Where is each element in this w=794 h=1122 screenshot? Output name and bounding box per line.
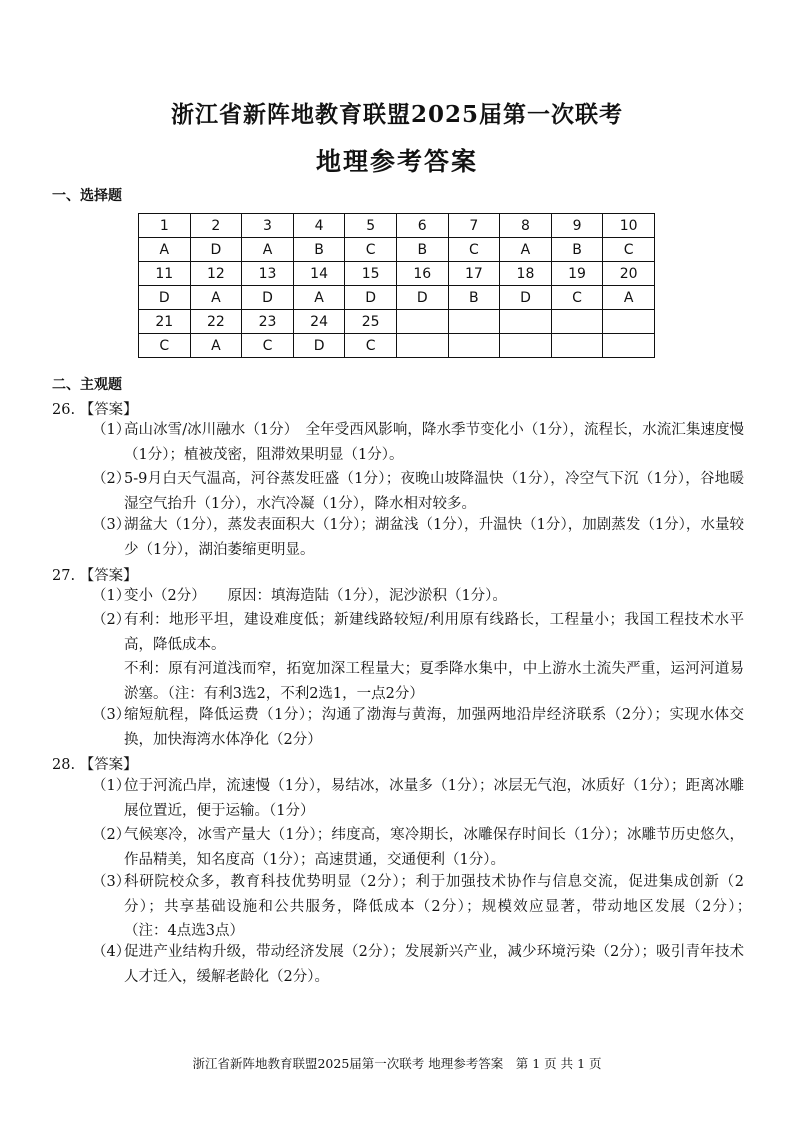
answer-row	[139, 286, 655, 310]
answer-cell: A	[293, 286, 345, 310]
answer-cell: C	[603, 238, 655, 262]
answer-cell: C	[345, 334, 397, 358]
answer-cell: D	[345, 286, 397, 310]
answer-cell	[500, 334, 552, 358]
item-text: 高山冰雪/冰川融水（1分） 全年受西风影响，降水季节变化小（1分），流程长，水流汇集速度慢（1分）；植被茂密，阻滞效果明显（1分）。	[124, 422, 744, 463]
answer-cell: A	[500, 238, 552, 262]
answer-cell: D	[500, 286, 552, 310]
question-number-cell	[500, 310, 552, 334]
answer-cell: B	[293, 238, 345, 262]
answer-cell: B	[448, 286, 500, 310]
answer-cell	[603, 334, 655, 358]
answer-cell: A	[190, 286, 242, 310]
section-multiple-choice-heading: 一、选择题	[52, 188, 122, 204]
question-number-cell: 21	[139, 310, 191, 334]
question-number-cell: 24	[293, 310, 345, 334]
answer-cell: D	[293, 334, 345, 358]
item-number: （1）	[92, 778, 131, 794]
answer-cell: D	[190, 238, 242, 262]
page-footer: 浙江省新阵地教育联盟2025届第一次联考 地理参考答案 第 1 页 共 1 页	[192, 1056, 602, 1071]
answer-cell: A	[190, 334, 242, 358]
item-text: 促进产业结构升级，带动经济发展（2分）；发展新兴产业，减少环境污染（2分）；吸引青年技术人才迁入，缓解老龄化（2分）。	[124, 944, 744, 985]
question-28-label: 28. 【答案】	[52, 757, 138, 773]
question-number-cell: 19	[551, 262, 603, 286]
q28-item-4	[92, 940, 744, 989]
q27-item-3	[92, 703, 744, 752]
question-number-row	[139, 214, 655, 238]
question-number-cell: 16	[396, 262, 448, 286]
answer-cell: B	[396, 238, 448, 262]
question-number-cell: 22	[190, 310, 242, 334]
item-number: （2）	[92, 471, 131, 487]
question-number-cell: 2	[190, 214, 242, 238]
answer-cell	[448, 334, 500, 358]
answer-cell: A	[139, 238, 191, 262]
item-text-advantages: 有利：地形平坦，建设难度低；新建线路较短/利用原有线路长，工程量小；我国工程技术水平高，降低成本。	[124, 612, 744, 653]
answer-cell: A	[603, 286, 655, 310]
item-number: （3）	[92, 707, 131, 723]
multiple-choice-answer-table	[138, 213, 655, 358]
answer-cell: C	[551, 286, 603, 310]
question-number-cell: 8	[500, 214, 552, 238]
item-text: 气候寒冷，冰雪产量大（1分）；纬度高，寒冷期长，冰雕保存时间长（1分）；冰雕节历史悠久，作品精美，知名度高（1分）；高速贯通，交通便利（1分）。	[124, 827, 744, 868]
question-number-row	[139, 262, 655, 286]
answer-cell: C	[448, 238, 500, 262]
question-number-cell: 18	[500, 262, 552, 286]
q27-item-2	[92, 608, 744, 706]
q28-item-1	[92, 774, 744, 823]
question-number-cell: 17	[448, 262, 500, 286]
question-number-cell: 13	[242, 262, 294, 286]
answer-cell: D	[139, 286, 191, 310]
q28-item-3	[92, 870, 759, 944]
q26-item-2	[92, 467, 744, 516]
exam-title: 浙江省新阵地教育联盟2025届第一次联考	[170, 101, 623, 128]
answer-cell: D	[396, 286, 448, 310]
question-26-label: 26. 【答案】	[52, 402, 138, 418]
q26-item-1	[92, 418, 744, 467]
q26-item-3	[92, 513, 744, 562]
question-27-label: 27. 【答案】	[52, 568, 138, 584]
question-number-cell: 6	[396, 214, 448, 238]
item-number: （3）	[92, 874, 131, 890]
answer-row	[139, 238, 655, 262]
item-text: 变小（2分） 原因：填海造陆（1分），泥沙淤积（1分）。	[124, 588, 507, 604]
answer-cell: A	[242, 238, 294, 262]
section-open-questions-heading: 二、主观题	[52, 377, 122, 393]
question-number-cell: 5	[345, 214, 397, 238]
question-number-cell	[551, 310, 603, 334]
item-number: （1）	[92, 588, 131, 604]
item-text: 5-9月白天气温高，河谷蒸发旺盛（1分）；夜晚山坡降温快（1分），冷空气下沉（1分），谷地暖湿空气抬升（1分），水汽冷凝（1分），降水相对较多。	[124, 471, 744, 512]
question-number-cell: 10	[603, 214, 655, 238]
answer-cell	[551, 334, 603, 358]
question-number-cell: 14	[293, 262, 345, 286]
answer-cell: D	[242, 286, 294, 310]
question-number-cell: 4	[293, 214, 345, 238]
item-text: 缩短航程，降低运费（1分）；沟通了渤海与黄海，加强两地沿岸经济联系（2分）；实现水体交换，加快海湾水体净化（2分）	[124, 707, 744, 748]
answer-cell: C	[242, 334, 294, 358]
question-number-row	[139, 310, 655, 334]
question-number-cell: 15	[345, 262, 397, 286]
q28-item-2	[92, 823, 744, 872]
answer-cell: B	[551, 238, 603, 262]
item-text: 科研院校众多，教育科技优势明显（2分）；利于加强技术协作与信息交流，促进集成创新（2分）；共享基础设施和公共服务，降低成本（2分）；规模效应显著，带动地区发展（2分）； （注：4点选3点）	[124, 874, 759, 939]
answer-row	[139, 334, 655, 358]
answer-cell	[396, 334, 448, 358]
question-number-cell: 3	[242, 214, 294, 238]
q27-item-1	[92, 584, 744, 609]
item-number: （2）	[92, 827, 131, 843]
question-number-cell: 12	[190, 262, 242, 286]
item-text: 位于河流凸岸，流速慢（1分），易结冰，冰量多（1分）；冰层无气泡，冰质好（1分）；距离冰雕展位置近，便于运输。（1分）	[124, 778, 744, 819]
question-number-cell: 23	[242, 310, 294, 334]
question-number-cell	[603, 310, 655, 334]
item-number: （3）	[92, 517, 131, 533]
item-number: （1）	[92, 422, 131, 438]
item-text: 湖盆大（1分），蒸发表面积大（1分）；湖盆浅（1分），升温快（1分），加剧蒸发（1分），水量较少（1分），湖泊萎缩更明显。	[124, 517, 744, 558]
question-number-cell: 25	[345, 310, 397, 334]
item-number: （2）	[92, 612, 131, 628]
question-number-cell: 7	[448, 214, 500, 238]
question-number-cell: 9	[551, 214, 603, 238]
question-number-cell: 11	[139, 262, 191, 286]
question-number-cell: 1	[139, 214, 191, 238]
answer-key-title: 地理参考答案	[315, 147, 478, 176]
answer-cell: C	[139, 334, 191, 358]
item-number: （4）	[92, 944, 131, 960]
question-number-cell: 20	[603, 262, 655, 286]
question-number-cell	[448, 310, 500, 334]
question-number-cell	[396, 310, 448, 334]
answer-cell: C	[345, 238, 397, 262]
item-text-disadvantages: 不利：原有河道浅而窄，拓宽加深工程量大；夏季降水集中，中上游水土流失严重，运河河道易淤塞。（注：有利3选2，不利2选1，一点2分）	[124, 661, 744, 702]
